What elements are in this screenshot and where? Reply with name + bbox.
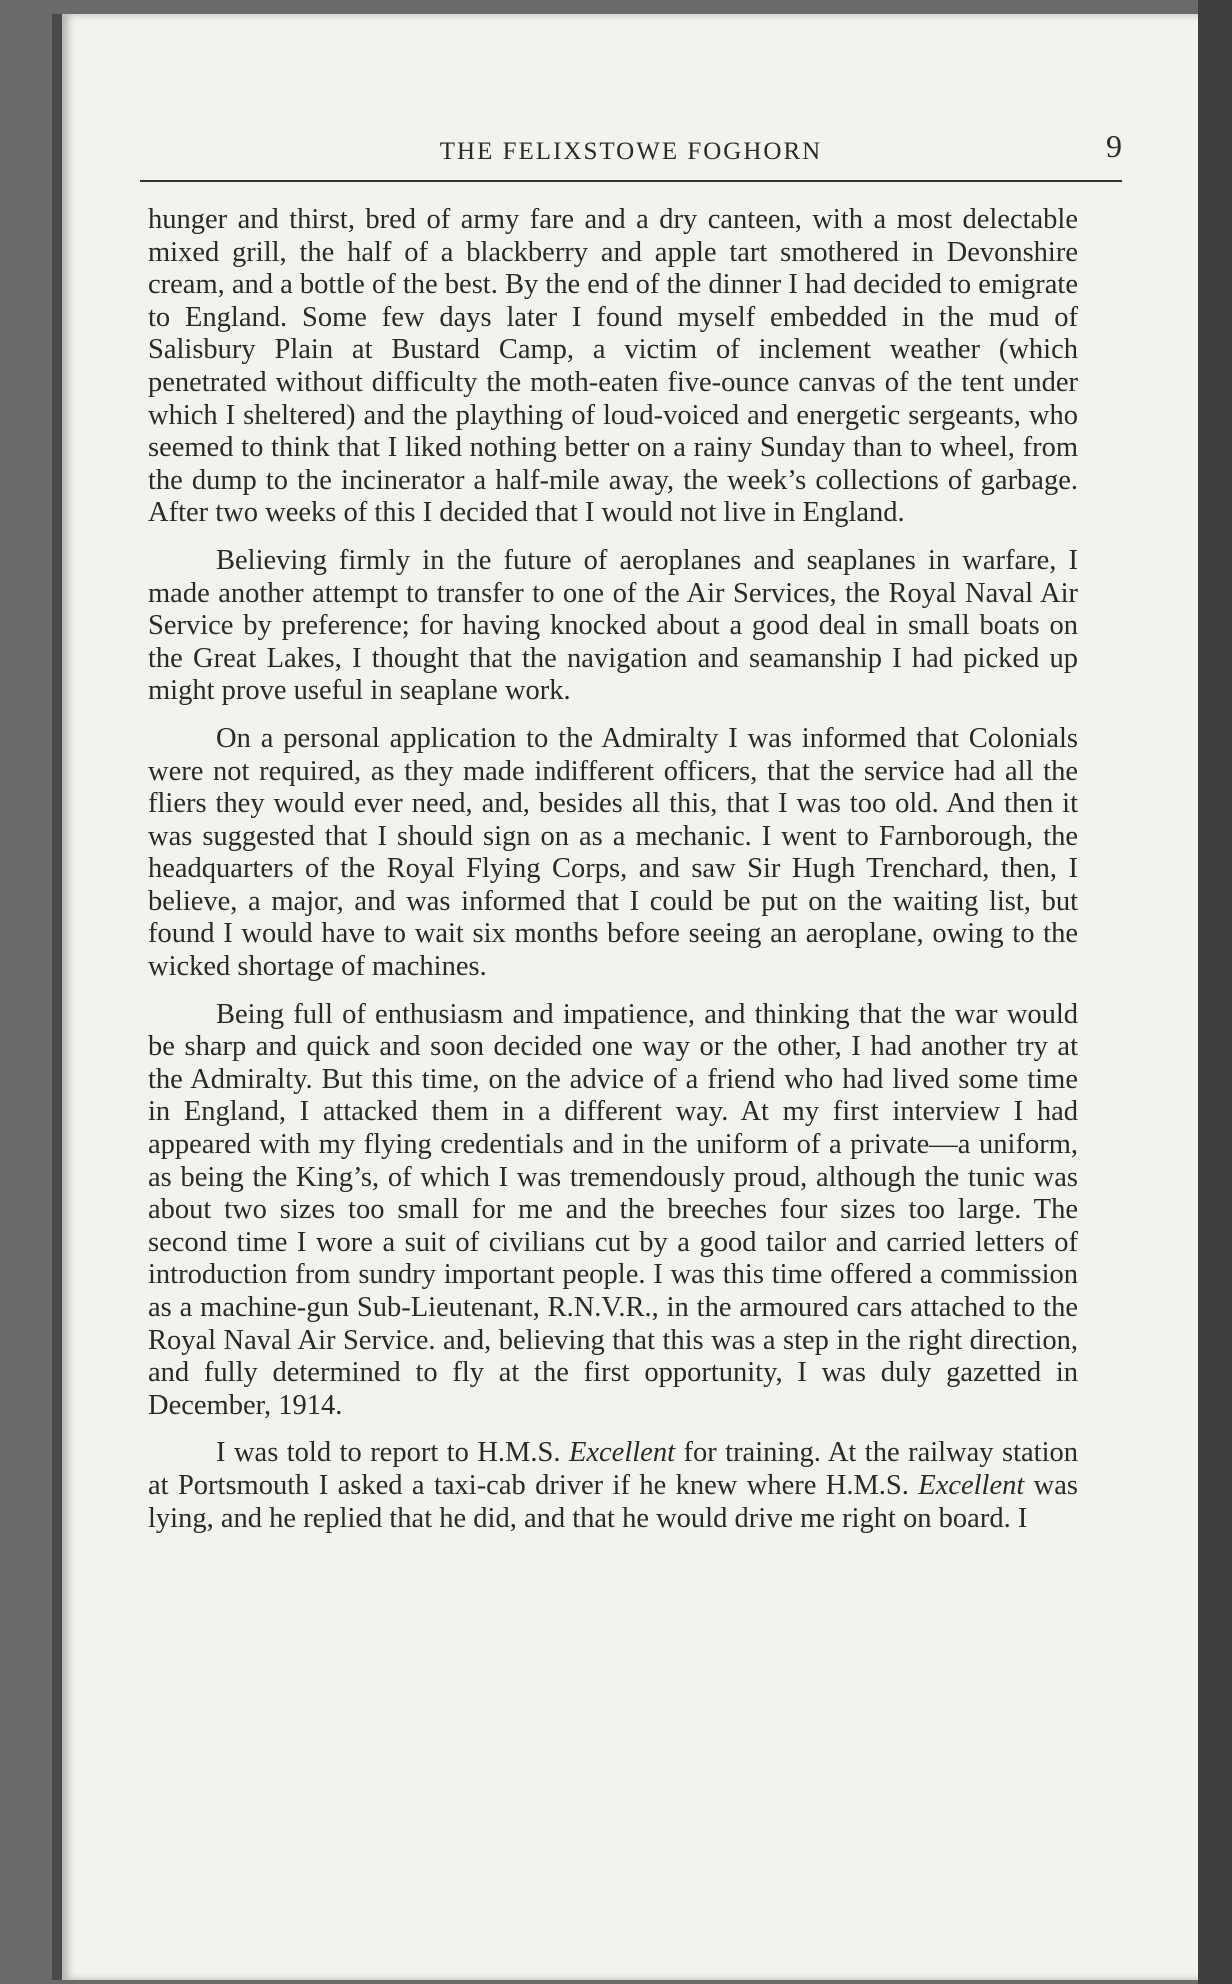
paragraph-5-text-2: for training. At the railway station at Portsmouth I asked a taxi-cab driver if he knew where H.M.S. (148, 1437, 1078, 1501)
running-title: THE FELIXSTOWE FOGHORN (439, 138, 823, 165)
paragraph-3: On a personal application to the Admiralty I was informed that Colonials were not required, as they made indifferent officers, that the service had all the fliers they would ever need, and, besides all this, that I was too old. And then it was suggested that I should sign on as a mechanic. I went to Farnborough, the headquarters of the Royal Flying Corps, and saw Sir Hugh Trenchard, then, I believe, a major, and was informed that I could be put on the waiting list, but found I would have to wait six months before seeing an aeroplane, owing to the wicked shortage of machines. (148, 722, 1078, 983)
paragraph-1: hunger and thirst, bred of army fare and a dry canteen, with a most delectable mixed grill, the half of a blackberry and apple tart smothered in Devonshire cream, and a bottle of the best. By the end of the dinner I had decided to emigrate to England. Some few days later I found myself embedded in the mud of Salisbury Plain at Bustard Camp, a victim of inclement weather (which penetrated without difficulty the moth-eaten five-ounce canvas of the tent under which I sheltered) and the plaything of loud-voiced and energetic sergeants, who seemed to think that I liked nothing better on a rainy Sunday than to wheel, from the dump to the incinerator a half-mile away, the week’s collections of garbage. After two weeks of this I decided that I would not live in England. (148, 204, 1078, 529)
paragraph-5 (148, 1437, 1078, 1535)
paragraph-5-text-1: I was told to report to H.M.S. (216, 1437, 569, 1469)
scan-right-edge (1198, 0, 1232, 1984)
body-text (148, 204, 1078, 1535)
paragraph-2: Believing firmly in the future of aeroplanes and seaplanes in warfare, I made another attempt to transfer to one of the Air Services, the Royal Naval Air Service by preference; for having knocked about a good deal in small boats on the Great Lakes, I thought that the navigation and seamanship I had picked up might prove useful in seaplane work. (148, 544, 1078, 707)
page-number: 9 (1106, 128, 1122, 164)
ship-name-excellent: Excellent (568, 1437, 675, 1469)
page-sheet (52, 14, 1212, 1980)
paragraph-5-text-3: was lying, and he replied that he did, and that he would drive me right on board. I (148, 1469, 1079, 1534)
paragraph-4: Being full of enthusiasm and impatience, and thinking that the war would be sharp and quick and soon decided one way or the other, I had another try at the Admiralty. But this time, on the advice of a friend who had lived some time in England, I attacked them in a different way. At my first interview I had appeared with my flying credentials and in the uniform of a private—a uniform, as being the King’s, of which I was tremendously proud, although the tunic was about two sizes too small for me and the breeches four sizes too large. The second time I wore a suit of civilians cut by a good tailor and carried letters of introduction from sundry important people. I was this time offered a commission as a machine-gun Sub-Lieutenant, R.N.V.R., in the armoured cars attached to the Royal Naval Air Service. and, believing that this was a step in the right direction, and fully determined to fly at the first opportunity, I was duly gazetted in December, 1914. (148, 998, 1078, 1421)
ship-name-excellent: Excellent (918, 1469, 1025, 1501)
running-header (140, 124, 1122, 182)
